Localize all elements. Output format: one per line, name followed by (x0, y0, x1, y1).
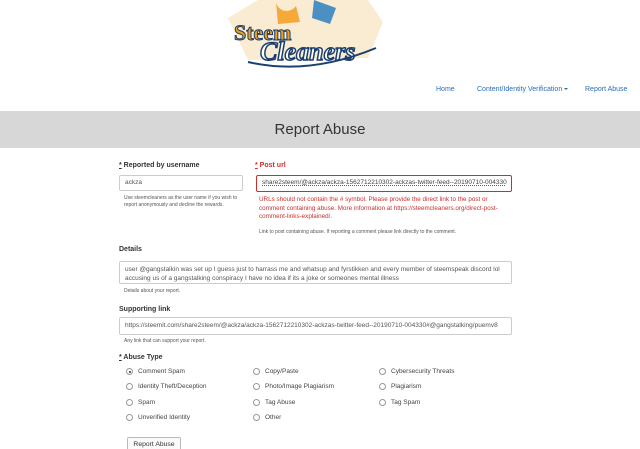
post-url-input[interactable]: share2steem/@ackza/ackza-1562712210302-ackzas-twitter-feed--20190710-004330 (256, 175, 512, 192)
post-url-label (255, 162, 286, 169)
radio-icon (126, 399, 133, 406)
nav-home[interactable]: Home (436, 86, 455, 93)
abuse-option-label: Tag Spam (391, 399, 421, 406)
abuse-type-label-text: Abuse Type (121, 354, 163, 361)
abuse-option-label: Other (265, 414, 282, 421)
nav-verification-dropdown[interactable] (477, 86, 568, 93)
required-star: * (255, 162, 258, 169)
abuse-option-copy-paste[interactable] (253, 368, 299, 375)
abuse-option-label: Photo/Image Plagiarism (265, 383, 335, 390)
details-help: Details about your report. (124, 288, 181, 294)
nav-verification-label: Content/Identity Verification (477, 86, 563, 93)
supporting-link-help: Any link that can support your report. (124, 338, 206, 344)
page-title-banner (0, 111, 640, 148)
abuse-option-image-plagiarism[interactable] (253, 383, 334, 390)
abuse-option-label: Plagiarism (391, 383, 422, 390)
steemcleaners-logo[interactable] (218, 0, 388, 76)
abuse-option-comment-spam[interactable] (126, 368, 185, 375)
abuse-option-tag-spam[interactable] (379, 399, 420, 406)
reported-by-input[interactable]: ackza (119, 175, 243, 191)
report-abuse-submit-button[interactable]: Report Abuse (127, 437, 181, 449)
radio-icon (126, 383, 133, 390)
abuse-option-label: Cybersecurity Threats (391, 368, 455, 375)
radio-icon (379, 383, 386, 390)
abuse-option-label: Comment Spam (138, 368, 185, 375)
abuse-option-label: Tag Abuse (265, 399, 296, 406)
radio-icon (379, 368, 386, 375)
svg-text:Cleaners: Cleaners (260, 37, 356, 66)
radio-icon (253, 399, 260, 406)
page-title: Report Abuse (274, 121, 366, 138)
nav-report-abuse[interactable]: Report Abuse (585, 86, 628, 93)
radio-icon (253, 383, 260, 390)
abuse-option-spam[interactable] (126, 399, 155, 406)
details-label: Details (119, 246, 142, 253)
supporting-link-input[interactable]: https://steemit.com/share2steem/@ackza/ackza-1562712210302-ackzas-twitter-feed--20190710-004330#@gangstalking/puemv8 (119, 317, 512, 335)
radio-icon (253, 414, 260, 421)
radio-icon (126, 414, 133, 421)
abuse-option-label: Identity Theft/Deception (138, 383, 207, 390)
abuse-option-plagiarism[interactable] (379, 383, 421, 390)
supporting-link-label: Supporting link (119, 306, 171, 313)
abuse-option-tag-abuse[interactable] (253, 399, 295, 406)
reported-by-label (119, 162, 200, 169)
abuse-option-identity-theft[interactable] (126, 383, 207, 390)
abuse-option-label: Spam (138, 399, 155, 406)
post-url-error: URLs should not contain the # symbol. Please provide the direct link to the post or comment containing abuse. More information at https://steemcleaners.org/direct-post-comment-links-explained/. (259, 196, 498, 220)
radio-icon (253, 368, 260, 375)
required-star: * (119, 354, 122, 361)
caret-down-icon (564, 88, 568, 90)
svg-text:Steem: Steem (234, 20, 292, 45)
post-url-help: Link to post containing abuse. If reporting a comment please link directly to the comment. (259, 229, 457, 235)
post-url-label-text: Post url (257, 162, 286, 169)
reported-by-help: Use steemcleaners as the user name if you wish to report anonymously and decline the rewards. (124, 195, 238, 208)
details-textarea[interactable]: user @gangstalkin was set up I guess just to harrass me and whatsup and fyrstikken and every member of steemspeak discord lol accusing us of a gangstalking conspiracy I have no idea if its a joke or someones mental illness (119, 261, 512, 284)
abuse-option-label: Unverified Identity (138, 414, 191, 421)
abuse-option-other[interactable] (253, 414, 281, 421)
required-star: * (119, 162, 122, 169)
abuse-option-label: Copy/Paste (265, 368, 299, 375)
reported-by-label-text: Reported by username (121, 162, 200, 169)
abuse-option-unverified-identity[interactable] (126, 414, 190, 421)
radio-icon (379, 399, 386, 406)
abuse-type-label (119, 354, 163, 361)
abuse-option-cybersecurity[interactable] (379, 368, 454, 375)
radio-icon (126, 368, 133, 375)
